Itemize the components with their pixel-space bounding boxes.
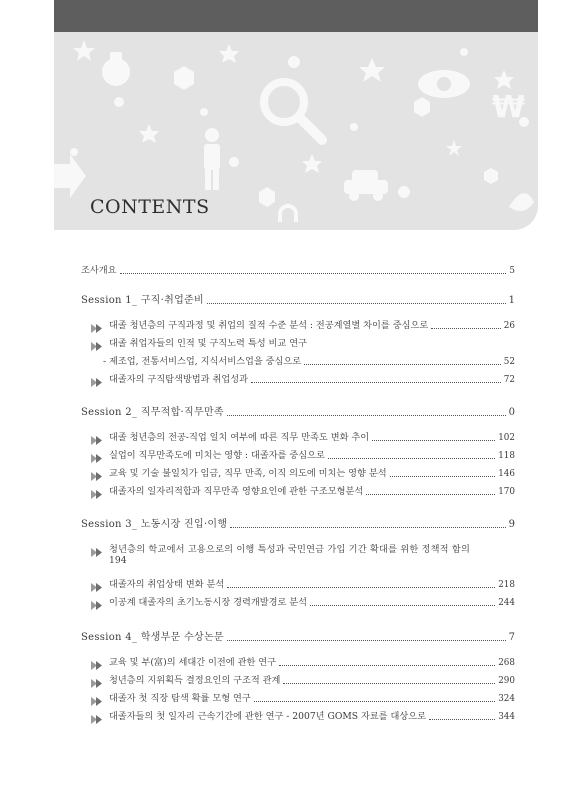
toc-page-number: 5 bbox=[509, 266, 515, 276]
toc-page-number: 146 bbox=[498, 469, 515, 479]
dot-leader bbox=[328, 457, 495, 459]
leaf-icon bbox=[509, 193, 534, 211]
toc-page-number: 1 bbox=[508, 295, 515, 306]
star-icon bbox=[219, 44, 239, 63]
toc-item[interactable] bbox=[91, 332, 515, 350]
toc-entry-label: 대졸자의 구직탐색방법과 취업성과 bbox=[109, 374, 248, 385]
toc-item[interactable] bbox=[91, 462, 515, 480]
hexagon-icon bbox=[414, 97, 430, 117]
dot-leader bbox=[230, 526, 505, 528]
toc-page-number: 7 bbox=[508, 632, 515, 643]
dot-leader bbox=[304, 363, 501, 365]
header-bar bbox=[54, 0, 538, 32]
toc-page-number: 118 bbox=[498, 451, 515, 461]
toc-item-continuation[interactable] bbox=[103, 350, 515, 368]
session-heading[interactable] bbox=[81, 513, 515, 531]
double-arrow-bullet-icon bbox=[91, 378, 104, 387]
toc-item[interactable] bbox=[91, 368, 515, 386]
toc-page-number: 170 bbox=[498, 487, 515, 497]
won-icon: ₩ bbox=[492, 90, 526, 125]
star-icon bbox=[302, 154, 322, 173]
dot-leader bbox=[390, 475, 496, 477]
dot-leader bbox=[431, 327, 501, 329]
dot-leader bbox=[283, 682, 495, 684]
hexagon-icon bbox=[484, 168, 498, 184]
hexagon-icon bbox=[174, 66, 194, 90]
toc-item[interactable] bbox=[91, 591, 515, 609]
lock-icon bbox=[280, 206, 296, 222]
toc-entry-label: 교육 및 부(富)의 세대간 이전에 관한 연구 bbox=[109, 657, 277, 668]
toc-page-number: 0 bbox=[508, 407, 515, 418]
star-icon bbox=[494, 70, 514, 89]
toc-entry-label: 청년층의 지위획득 결정요인의 구조적 관계 bbox=[109, 675, 281, 686]
star-icon bbox=[139, 124, 159, 143]
dot-leader bbox=[227, 639, 506, 641]
dot-leader bbox=[227, 586, 495, 588]
toc-entry-label: Session 1_ 구직·취업준비 bbox=[81, 295, 204, 306]
toc-item[interactable] bbox=[91, 669, 515, 687]
toc-entry-label: 청년층의 학교에서 고용으로의 이행 특성과 국민연금 가입 기간 확대를 위한 정책적 함의 bbox=[109, 544, 471, 555]
toc-entry-label: Session 2_ 직무적합·직무만족 bbox=[81, 407, 224, 418]
double-arrow-bullet-icon bbox=[91, 548, 104, 557]
toc-page-number: 72 bbox=[503, 375, 515, 385]
toc-item[interactable] bbox=[91, 480, 515, 498]
toc-entry-label: 대졸 청년층의 구직과정 및 취업의 질적 수준 분석 : 전공계열별 차이를 중심으로 bbox=[109, 320, 429, 331]
car-icon bbox=[344, 170, 388, 201]
toc-page-number: 218 bbox=[498, 580, 515, 590]
dot-leader bbox=[254, 700, 495, 702]
dot-leader bbox=[279, 664, 495, 666]
session-heading[interactable] bbox=[81, 289, 515, 307]
toc-entry-label: - 제조업, 전통서비스업, 지식서비스업을 중심으로 bbox=[103, 356, 302, 367]
contents-title: CONTENTS bbox=[90, 196, 210, 218]
toc-entry-label: 대졸 취업자들의 인적 및 구직노력 특성 비교 연구 bbox=[109, 338, 307, 349]
toc-entry-label: 대졸자의 취업상태 변화 분석 bbox=[109, 579, 225, 590]
toc-page-number: 324 bbox=[498, 694, 515, 704]
toc-entry-label: 대졸자들의 첫 일자리 근속기간에 관한 연구 - 2007년 GOMS 자료를 대상으로 bbox=[109, 711, 427, 722]
star-icon bbox=[359, 58, 385, 82]
session-heading[interactable] bbox=[81, 626, 515, 644]
toc-overview[interactable] bbox=[81, 259, 515, 277]
session-heading[interactable] bbox=[81, 401, 515, 419]
toc-entry-label: 교육 및 기술 불일치가 임금, 직무 만족, 이직 의도에 미치는 영향 분석 bbox=[109, 468, 387, 479]
double-arrow-bullet-icon bbox=[91, 715, 104, 724]
toc-item[interactable] bbox=[91, 426, 515, 444]
star-icon bbox=[446, 140, 462, 156]
double-arrow-bullet-icon bbox=[91, 601, 104, 610]
toc-entry-label: 실업이 직무만족도에 미치는 영향 : 대졸자를 중심으로 bbox=[109, 450, 325, 461]
star-icon bbox=[73, 40, 95, 61]
toc-page-number: 9 bbox=[508, 519, 515, 530]
person-icon bbox=[204, 128, 220, 190]
toc-page-number: 26 bbox=[503, 321, 515, 331]
dot-leader bbox=[251, 381, 501, 383]
toc-item[interactable] bbox=[91, 314, 515, 332]
dot-leader bbox=[366, 493, 495, 495]
toc-entry-label: 이공계 대졸자의 초기노동시장 경력개발경로 분석 bbox=[109, 597, 308, 608]
arrow-icon bbox=[54, 154, 86, 198]
toc-item[interactable] bbox=[91, 573, 515, 591]
toc-entry-label: 조사개요 bbox=[81, 265, 117, 276]
toc-page-number: 102 bbox=[498, 433, 515, 443]
toc-page-number: 52 bbox=[503, 357, 515, 367]
toc-item[interactable] bbox=[91, 444, 515, 462]
toc-entry-label: 대졸자 첫 직장 탐색 확률 모형 연구 bbox=[109, 693, 251, 704]
toc-entry-label: 대졸자의 일자리적합과 직무만족 영향요인에 관한 구조모형분석 bbox=[109, 486, 364, 497]
money-bag-icon bbox=[102, 52, 130, 86]
toc-page-number: 344 bbox=[498, 712, 515, 722]
toc-entry-label: Session 3_ 노동시장 진입·이행 bbox=[81, 519, 228, 530]
dot-leader bbox=[429, 718, 495, 720]
dot-leader bbox=[227, 414, 506, 416]
dot-leader bbox=[207, 302, 506, 304]
double-arrow-bullet-icon bbox=[91, 490, 104, 499]
dot-leader bbox=[120, 272, 507, 274]
toc-item[interactable] bbox=[91, 687, 515, 705]
toc-entry-label: 대졸 청년층의 전공-직업 일치 여부에 따른 직무 만족도 변화 추이 bbox=[109, 432, 370, 443]
toc-page-number: 290 bbox=[498, 676, 515, 686]
dot-leader bbox=[372, 439, 495, 441]
magnifier-icon bbox=[264, 82, 322, 140]
eye-icon bbox=[418, 70, 470, 98]
toc-item[interactable] bbox=[91, 538, 515, 556]
toc-page-number: 244 bbox=[498, 598, 515, 608]
toc-page-number: 268 bbox=[498, 658, 515, 668]
toc-item[interactable] bbox=[91, 705, 515, 723]
dot-leader bbox=[310, 604, 495, 606]
hexagon-icon bbox=[259, 187, 275, 207]
toc-page-number: 194 bbox=[109, 555, 127, 566]
toc-item[interactable] bbox=[91, 651, 515, 669]
toc-entry-label: Session 4_ 학생부문 수상논문 bbox=[81, 632, 224, 643]
